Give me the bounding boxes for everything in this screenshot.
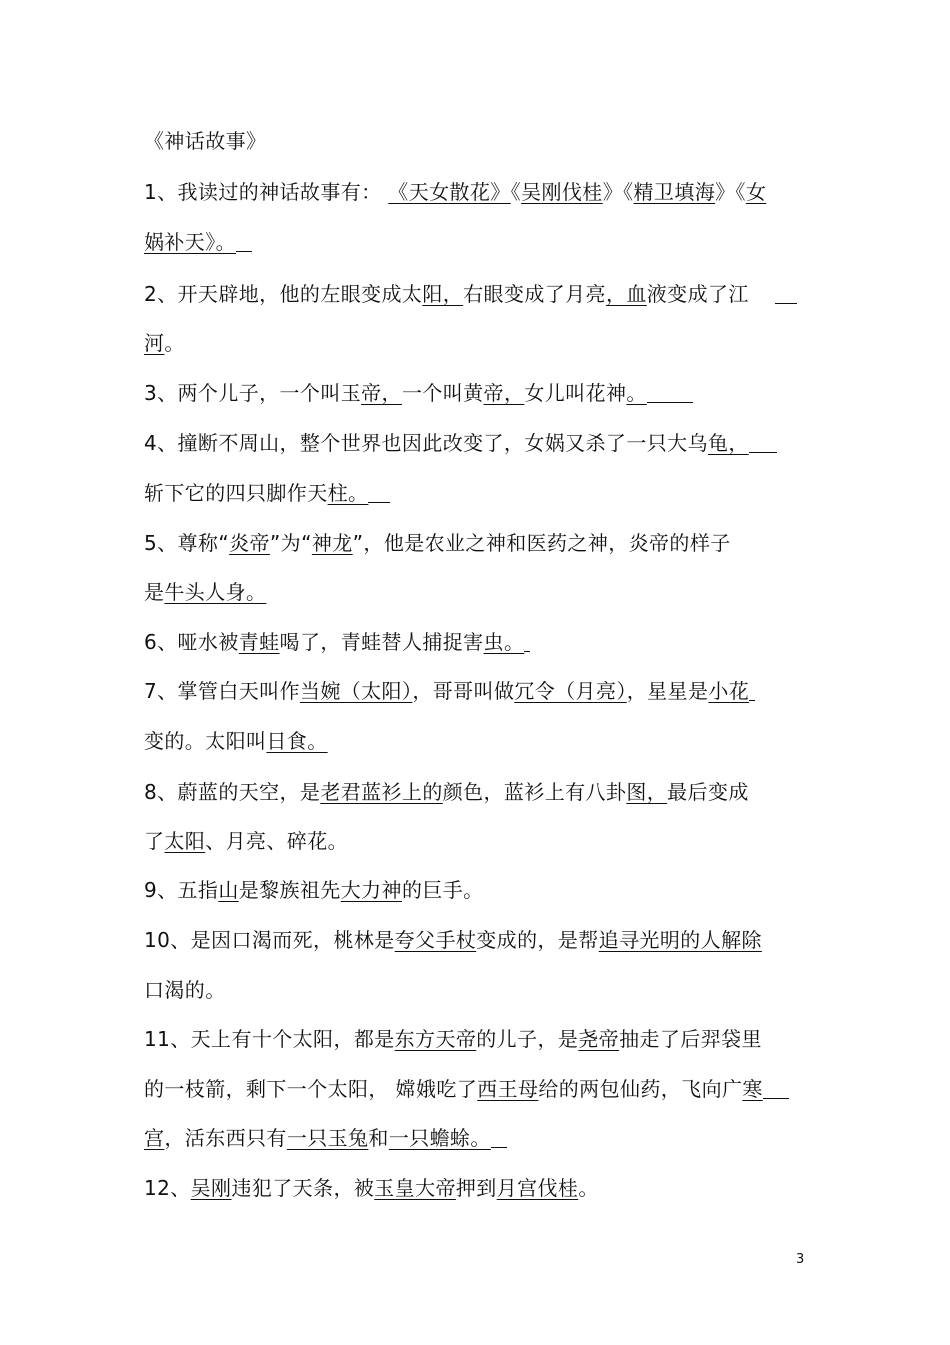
text-segment: ”，他是农业之神和医药之神，炎帝的样子	[352, 531, 731, 555]
text-line	[144, 1175, 599, 1201]
answer-blank: 图，	[626, 780, 668, 804]
answer-blank: 冗令（月亮）	[514, 679, 627, 703]
text-segment: 1、我读过的神话故事有：	[144, 180, 389, 204]
text-line	[144, 629, 530, 655]
blank-underline	[749, 434, 777, 453]
text-line	[144, 828, 348, 854]
text-segment: 斩下它的四只脚作天	[144, 481, 328, 505]
answer-blank: 阳，	[422, 282, 464, 306]
text-line	[144, 1125, 507, 1151]
answer-blank: 玉皇大帝	[374, 1176, 456, 1200]
text-line	[144, 977, 226, 1003]
text-segment: 3、两个儿子，一个叫玉	[144, 381, 362, 405]
text-line	[144, 1026, 762, 1052]
text-line	[144, 380, 693, 406]
text-segment: 》《	[715, 180, 746, 204]
answer-blank: 吴刚	[190, 1176, 232, 1200]
text-segment: 8、蔚蓝的天空，是	[144, 780, 321, 804]
text-segment: 、月亮、碎花。	[205, 829, 349, 853]
blank-underline	[749, 682, 755, 701]
blank-underline	[236, 233, 252, 252]
text-line	[144, 229, 252, 255]
answer-blank: 。	[626, 381, 647, 405]
text-segment: 女儿叫花神	[524, 381, 627, 405]
answer-blank: 山	[218, 878, 239, 902]
answer-blank: 神龙	[311, 531, 353, 555]
answer-blank: 精卫填海	[633, 180, 716, 204]
text-segment: 最后变成	[667, 780, 749, 804]
text-segment: 7、掌管白天叫作	[144, 679, 300, 703]
answer-blank: 帝，	[483, 381, 525, 405]
text-segment: ，星星是	[626, 679, 709, 703]
text-line	[144, 1076, 789, 1102]
text-line	[144, 877, 484, 903]
text-segment: 变成的，是帮	[476, 928, 599, 952]
text-segment: 和	[368, 1126, 389, 1150]
text-segment: ，活东西只有	[164, 1126, 287, 1150]
answer-blank: 青蛙	[238, 630, 280, 654]
answer-blank: 追寻光明的人解除	[598, 928, 762, 952]
answer-blank: 帝，	[361, 381, 402, 405]
blank-underline	[524, 633, 530, 652]
text-segment: 口渴的。	[144, 978, 226, 1002]
text-line	[144, 927, 762, 953]
text-segment: 6、哑水被	[144, 630, 239, 654]
text-segment: 液变成了江	[646, 282, 749, 306]
answer-blank: 大力神	[340, 878, 402, 902]
text-line	[144, 179, 766, 205]
answer-blank: 小花	[708, 679, 750, 703]
text-line	[144, 678, 755, 704]
text-segment: 违犯了天条，被	[231, 1176, 375, 1200]
text-segment: 一个叫黄	[401, 381, 484, 405]
text-line	[144, 579, 266, 605]
text-segment: 4、撞断不周山，整个世界也因此改变了，女娲又杀了一只大乌	[144, 431, 708, 455]
blank-underline	[763, 1080, 789, 1099]
text-segment: 给的两包仙药，飞向广	[538, 1077, 743, 1101]
text-segment: 《	[510, 180, 522, 204]
text-segment: 是	[144, 580, 165, 604]
answer-blank: 太阳	[164, 829, 206, 853]
text-segment: 12、	[144, 1176, 191, 1200]
text-segment: 变的。太阳叫	[144, 729, 267, 753]
answer-blank: 月宫伐桂	[496, 1176, 579, 1200]
text-segment: 。	[164, 331, 185, 355]
answer-blank: 夸父手杖	[394, 928, 477, 952]
text-segment: 11、天上有十个太阳，都是	[144, 1027, 395, 1051]
answer-blank: 宫	[144, 1126, 165, 1150]
text-line	[144, 330, 185, 356]
answer-blank: 东方天帝	[394, 1027, 477, 1051]
text-line	[144, 281, 797, 307]
text-segment: 抽走了后羿袋里	[619, 1027, 762, 1051]
text-segment: 9、五指	[144, 878, 219, 902]
answer-blank: 一只玉兔	[286, 1126, 369, 1150]
text-segment: 颜色，蓝衫上有八卦	[442, 780, 627, 804]
document-title: 《神话故事》	[144, 129, 267, 153]
page-number: 3	[796, 1252, 805, 1267]
blank-underline	[647, 384, 693, 403]
text-line	[144, 430, 777, 456]
text-segment: 了	[144, 829, 165, 853]
text-segment: 5、尊称“	[144, 531, 230, 555]
answer-blank: 牛头人身。	[164, 580, 267, 604]
text-segment: 的一枝箭，剩下一个太阳， 嫦娥吃了	[144, 1077, 478, 1101]
answer-blank: 寒	[742, 1077, 763, 1101]
text-segment: ，哥哥叫做	[412, 679, 515, 703]
text-line	[144, 530, 731, 556]
answer-blank: 当婉（太阳）	[299, 679, 413, 703]
text-segment: 。	[578, 1176, 599, 1200]
text-segment: 的巨手。	[401, 878, 484, 902]
answer-blank: 日食。	[266, 729, 328, 753]
blank-underline	[368, 484, 390, 503]
blank-underline	[775, 285, 797, 304]
text-segment: 押到	[455, 1176, 497, 1200]
text-segment: 10、是因口渴而死，桃林是	[144, 928, 395, 952]
answer-blank: 娲补天》。	[144, 230, 236, 254]
answer-blank: 炎帝	[229, 531, 270, 555]
answer-blank: 吴刚伐桂	[521, 180, 603, 204]
answer-blank: 西王母	[477, 1077, 539, 1101]
answer-blank: ，血	[605, 282, 647, 306]
answer-blank: 柱。	[327, 481, 369, 505]
text-line	[144, 779, 749, 805]
answer-blank: 一只蟾蜍。	[388, 1126, 491, 1150]
answer-blank: 河	[144, 331, 165, 355]
answer-blank: 女	[745, 180, 767, 204]
text-segment: 是黎族祖先	[238, 878, 341, 902]
text-line	[144, 480, 390, 506]
answer-blank: 《天女散花》	[388, 180, 511, 204]
text-line	[144, 728, 328, 754]
answer-blank: 老君蓝衫上的	[320, 780, 443, 804]
text-segment: 的儿子，是	[476, 1027, 579, 1051]
answer-blank: 尧帝	[578, 1027, 620, 1051]
text-segment: ”为“	[269, 531, 312, 555]
answer-blank: 龟，	[707, 431, 749, 455]
text-segment: 2、开天辟地，他的左眼变成太	[144, 282, 423, 306]
text-segment: 》《	[602, 180, 634, 204]
text-segment: 喝了，青蛙替人捕捉害	[279, 630, 484, 654]
answer-blank: 虫。	[483, 630, 525, 654]
blank-underline	[491, 1129, 507, 1148]
text-segment: 右眼变成了月亮	[463, 282, 606, 306]
